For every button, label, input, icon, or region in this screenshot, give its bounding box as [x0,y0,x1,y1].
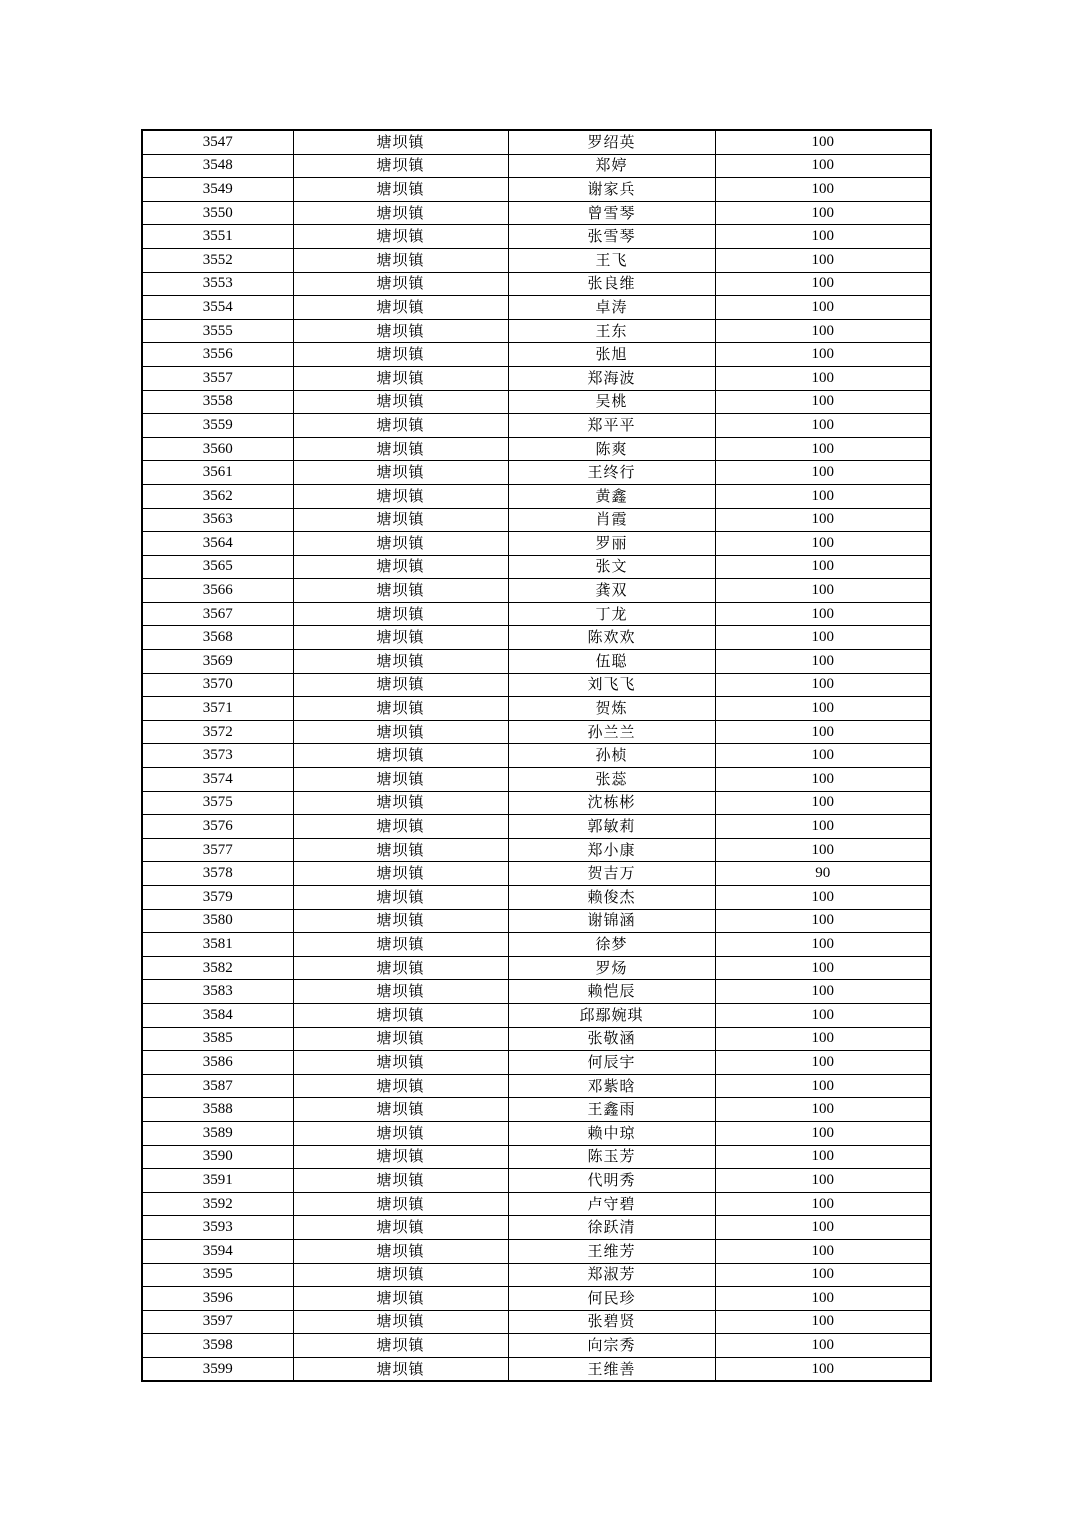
amount-cell: 100 [715,720,931,744]
name-cell: 郑平平 [508,414,715,438]
town-cell: 塘坝镇 [293,508,508,532]
row-number-cell: 3576 [142,815,293,839]
amount-cell: 100 [715,532,931,556]
name-cell: 张文 [508,555,715,579]
town-cell: 塘坝镇 [293,862,508,886]
name-cell: 陈爽 [508,437,715,461]
row-number-cell: 3580 [142,909,293,933]
name-cell: 陈玉芳 [508,1145,715,1169]
town-cell: 塘坝镇 [293,154,508,178]
amount-cell: 100 [715,1098,931,1122]
table-row [142,461,931,485]
table-row [142,296,931,320]
name-cell: 谢锦涵 [508,909,715,933]
town-cell: 塘坝镇 [293,1216,508,1240]
amount-cell: 100 [715,1169,931,1193]
town-cell: 塘坝镇 [293,1357,508,1381]
amount-cell: 100 [715,744,931,768]
name-cell: 张良维 [508,272,715,296]
table-row [142,956,931,980]
table-row [142,390,931,414]
name-cell: 王维善 [508,1357,715,1381]
table-row [142,1334,931,1358]
amount-cell: 100 [715,154,931,178]
row-number-cell: 3561 [142,461,293,485]
table-row [142,1357,931,1381]
name-cell: 赖俊杰 [508,886,715,910]
row-number-cell: 3550 [142,201,293,225]
name-cell: 郑婷 [508,154,715,178]
amount-cell: 100 [715,1334,931,1358]
row-number-cell: 3547 [142,130,293,154]
name-cell: 张旭 [508,343,715,367]
row-number-cell: 3559 [142,414,293,438]
table-row [142,508,931,532]
town-cell: 塘坝镇 [293,366,508,390]
table-row [142,201,931,225]
table-row [142,1074,931,1098]
town-cell: 塘坝镇 [293,602,508,626]
town-cell: 塘坝镇 [293,296,508,320]
amount-cell: 100 [715,956,931,980]
amount-cell: 100 [715,414,931,438]
row-number-cell: 3570 [142,673,293,697]
town-cell: 塘坝镇 [293,437,508,461]
row-number-cell: 3588 [142,1098,293,1122]
town-cell: 塘坝镇 [293,886,508,910]
amount-cell: 100 [715,626,931,650]
table-row [142,602,931,626]
name-cell: 郑淑芳 [508,1263,715,1287]
name-cell: 郑海波 [508,366,715,390]
name-cell: 沈栋彬 [508,791,715,815]
table-row [142,178,931,202]
row-number-cell: 3594 [142,1239,293,1263]
table-row [142,130,931,154]
town-cell: 塘坝镇 [293,744,508,768]
amount-cell: 100 [715,484,931,508]
table-row [142,1027,931,1051]
row-number-cell: 3564 [142,532,293,556]
name-cell: 谢家兵 [508,178,715,202]
name-cell: 龚双 [508,579,715,603]
amount-cell: 100 [715,1145,931,1169]
amount-cell: 100 [715,130,931,154]
town-cell: 塘坝镇 [293,956,508,980]
name-cell: 郑小康 [508,838,715,862]
amount-cell: 100 [715,1216,931,1240]
row-number-cell: 3583 [142,980,293,1004]
name-cell: 郭敏莉 [508,815,715,839]
row-number-cell: 3581 [142,933,293,957]
row-number-cell: 3597 [142,1310,293,1334]
name-cell: 赖恺辰 [508,980,715,1004]
table-row [142,319,931,343]
town-cell: 塘坝镇 [293,1263,508,1287]
name-cell: 张蕊 [508,768,715,792]
amount-cell: 100 [715,791,931,815]
amount-cell: 100 [715,1121,931,1145]
table-row [142,1051,931,1075]
town-cell: 塘坝镇 [293,1192,508,1216]
name-cell: 卢守碧 [508,1192,715,1216]
amount-cell: 100 [715,319,931,343]
row-number-cell: 3552 [142,248,293,272]
amount-cell: 100 [715,555,931,579]
name-cell: 卓涛 [508,296,715,320]
table-row [142,343,931,367]
amount-cell: 100 [715,697,931,721]
amount-cell: 100 [715,1003,931,1027]
name-cell: 王东 [508,319,715,343]
amount-cell: 100 [715,508,931,532]
name-cell: 张雪琴 [508,225,715,249]
table-row [142,886,931,910]
table-row [142,1216,931,1240]
amount-cell: 100 [715,980,931,1004]
name-cell: 王维芳 [508,1239,715,1263]
name-cell: 邱鄢婉琪 [508,1003,715,1027]
row-number-cell: 3572 [142,720,293,744]
row-number-cell: 3558 [142,390,293,414]
row-number-cell: 3556 [142,343,293,367]
town-cell: 塘坝镇 [293,980,508,1004]
town-cell: 塘坝镇 [293,1287,508,1311]
row-number-cell: 3553 [142,272,293,296]
town-cell: 塘坝镇 [293,555,508,579]
row-number-cell: 3562 [142,484,293,508]
amount-cell: 100 [715,366,931,390]
row-number-cell: 3563 [142,508,293,532]
town-cell: 塘坝镇 [293,838,508,862]
table-row [142,838,931,862]
town-cell: 塘坝镇 [293,626,508,650]
row-number-cell: 3560 [142,437,293,461]
table-row [142,414,931,438]
town-cell: 塘坝镇 [293,1098,508,1122]
amount-cell: 100 [715,1263,931,1287]
table-row [142,225,931,249]
table-row [142,1310,931,1334]
name-cell: 代明秀 [508,1169,715,1193]
table-row [142,484,931,508]
amount-cell: 100 [715,768,931,792]
amount-cell: 100 [715,673,931,697]
row-number-cell: 3573 [142,744,293,768]
town-cell: 塘坝镇 [293,650,508,674]
town-cell: 塘坝镇 [293,178,508,202]
name-cell: 贺炼 [508,697,715,721]
amount-cell: 100 [715,461,931,485]
amount-cell: 100 [715,815,931,839]
amount-cell: 100 [715,272,931,296]
town-cell: 塘坝镇 [293,319,508,343]
table-row [142,272,931,296]
table-row [142,1098,931,1122]
amount-cell: 100 [715,390,931,414]
row-number-cell: 3566 [142,579,293,603]
town-cell: 塘坝镇 [293,414,508,438]
amount-cell: 100 [715,1357,931,1381]
town-cell: 塘坝镇 [293,815,508,839]
row-number-cell: 3591 [142,1169,293,1193]
table-row [142,1121,931,1145]
town-cell: 塘坝镇 [293,272,508,296]
amount-cell: 100 [715,1239,931,1263]
row-number-cell: 3565 [142,555,293,579]
amount-cell: 100 [715,1192,931,1216]
town-cell: 塘坝镇 [293,1051,508,1075]
town-cell: 塘坝镇 [293,579,508,603]
amount-cell: 100 [715,579,931,603]
name-cell: 肖霞 [508,508,715,532]
table-row [142,933,931,957]
data-table [141,129,932,1382]
row-number-cell: 3577 [142,838,293,862]
table-row [142,744,931,768]
amount-cell: 100 [715,1287,931,1311]
town-cell: 塘坝镇 [293,1145,508,1169]
name-cell: 张碧贤 [508,1310,715,1334]
name-cell: 罗丽 [508,532,715,556]
table-row [142,673,931,697]
row-number-cell: 3582 [142,956,293,980]
row-number-cell: 3574 [142,768,293,792]
town-cell: 塘坝镇 [293,532,508,556]
name-cell: 向宗秀 [508,1334,715,1358]
row-number-cell: 3571 [142,697,293,721]
town-cell: 塘坝镇 [293,248,508,272]
name-cell: 曾雪琴 [508,201,715,225]
name-cell: 何民珍 [508,1287,715,1311]
name-cell: 王飞 [508,248,715,272]
table-row [142,1287,931,1311]
amount-cell: 100 [715,1074,931,1098]
town-cell: 塘坝镇 [293,697,508,721]
name-cell: 吴桃 [508,390,715,414]
row-number-cell: 3549 [142,178,293,202]
amount-cell: 100 [715,838,931,862]
name-cell: 赖中琼 [508,1121,715,1145]
town-cell: 塘坝镇 [293,390,508,414]
town-cell: 塘坝镇 [293,1121,508,1145]
table-row [142,909,931,933]
amount-cell: 100 [715,602,931,626]
row-number-cell: 3590 [142,1145,293,1169]
row-number-cell: 3599 [142,1357,293,1381]
town-cell: 塘坝镇 [293,461,508,485]
table-row [142,1192,931,1216]
amount-cell: 100 [715,1310,931,1334]
table-row [142,980,931,1004]
row-number-cell: 3585 [142,1027,293,1051]
name-cell: 张敬涵 [508,1027,715,1051]
amount-cell: 100 [715,933,931,957]
town-cell: 塘坝镇 [293,768,508,792]
table-row [142,862,931,886]
row-number-cell: 3575 [142,791,293,815]
row-number-cell: 3586 [142,1051,293,1075]
name-cell: 丁龙 [508,602,715,626]
amount-cell: 100 [715,225,931,249]
name-cell: 刘飞飞 [508,673,715,697]
name-cell: 陈欢欢 [508,626,715,650]
name-cell: 王终行 [508,461,715,485]
row-number-cell: 3557 [142,366,293,390]
table-row [142,1145,931,1169]
town-cell: 塘坝镇 [293,130,508,154]
row-number-cell: 3578 [142,862,293,886]
row-number-cell: 3551 [142,225,293,249]
table-row [142,555,931,579]
amount-cell: 100 [715,201,931,225]
name-cell: 王鑫雨 [508,1098,715,1122]
row-number-cell: 3567 [142,602,293,626]
table-row [142,366,931,390]
amount-cell: 100 [715,178,931,202]
row-number-cell: 3598 [142,1334,293,1358]
table-row [142,437,931,461]
table-row [142,650,931,674]
table-row [142,720,931,744]
town-cell: 塘坝镇 [293,1239,508,1263]
town-cell: 塘坝镇 [293,933,508,957]
row-number-cell: 3554 [142,296,293,320]
row-number-cell: 3596 [142,1287,293,1311]
name-cell: 何辰宇 [508,1051,715,1075]
table-row [142,815,931,839]
name-cell: 徐梦 [508,933,715,957]
amount-cell: 100 [715,909,931,933]
row-number-cell: 3579 [142,886,293,910]
table-row [142,697,931,721]
name-cell: 伍聪 [508,650,715,674]
amount-cell: 100 [715,296,931,320]
amount-cell: 100 [715,1027,931,1051]
town-cell: 塘坝镇 [293,1074,508,1098]
name-cell: 罗绍英 [508,130,715,154]
name-cell: 孙兰兰 [508,720,715,744]
row-number-cell: 3587 [142,1074,293,1098]
table-row [142,248,931,272]
town-cell: 塘坝镇 [293,1334,508,1358]
row-number-cell: 3555 [142,319,293,343]
town-cell: 塘坝镇 [293,673,508,697]
town-cell: 塘坝镇 [293,1027,508,1051]
town-cell: 塘坝镇 [293,1003,508,1027]
row-number-cell: 3592 [142,1192,293,1216]
row-number-cell: 3548 [142,154,293,178]
table-row [142,154,931,178]
amount-cell: 90 [715,862,931,886]
table-row [142,1263,931,1287]
name-cell: 邓紫晗 [508,1074,715,1098]
row-number-cell: 3584 [142,1003,293,1027]
name-cell: 黄鑫 [508,484,715,508]
name-cell: 孙桢 [508,744,715,768]
row-number-cell: 3595 [142,1263,293,1287]
row-number-cell: 3589 [142,1121,293,1145]
amount-cell: 100 [715,343,931,367]
table-row [142,626,931,650]
row-number-cell: 3569 [142,650,293,674]
town-cell: 塘坝镇 [293,343,508,367]
table-row [142,1169,931,1193]
amount-cell: 100 [715,886,931,910]
table-row [142,532,931,556]
name-cell: 徐跃清 [508,1216,715,1240]
table-row [142,579,931,603]
town-cell: 塘坝镇 [293,201,508,225]
row-number-cell: 3593 [142,1216,293,1240]
table-row [142,1003,931,1027]
amount-cell: 100 [715,248,931,272]
town-cell: 塘坝镇 [293,1169,508,1193]
town-cell: 塘坝镇 [293,1310,508,1334]
town-cell: 塘坝镇 [293,909,508,933]
table-row [142,768,931,792]
amount-cell: 100 [715,650,931,674]
town-cell: 塘坝镇 [293,225,508,249]
table-row [142,791,931,815]
town-cell: 塘坝镇 [293,791,508,815]
amount-cell: 100 [715,437,931,461]
town-cell: 塘坝镇 [293,720,508,744]
town-cell: 塘坝镇 [293,484,508,508]
name-cell: 贺吉万 [508,862,715,886]
name-cell: 罗炀 [508,956,715,980]
table-row [142,1239,931,1263]
row-number-cell: 3568 [142,626,293,650]
amount-cell: 100 [715,1051,931,1075]
table-body [142,130,931,1381]
